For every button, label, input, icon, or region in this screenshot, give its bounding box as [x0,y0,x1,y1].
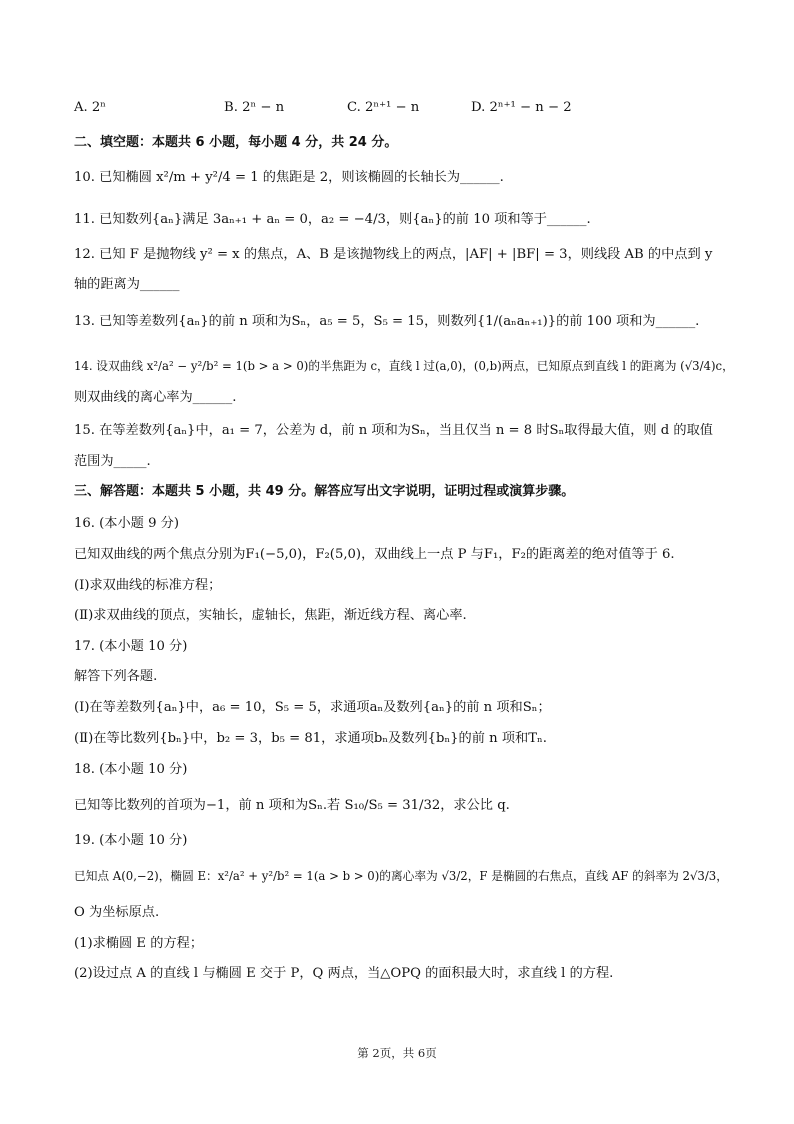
question-19-heading: 19. (本小题 10 分) [74,833,188,848]
question-14-line-1: 14. 设双曲线 x²/a² − y²/b² = 1(b > a > 0)的半焦距为 c，直线 l 过(a,0)，(0,b)两点，已知原点到直线 l 的距离为 (√3/4)c， [74,359,734,373]
choice-b: B. 2ⁿ − n [224,100,285,115]
choice-a: A. 2ⁿ [74,100,107,115]
question-17-part-2: (Ⅱ)在等比数列{bₙ}中，b₂ = 3，b₅ = 81，求通项bₙ及数列{bₙ}的前 n 项和Tₙ. [74,731,547,746]
question-12-line-2: 轴的距离为______ [74,277,180,292]
question-18-text: 已知等比数列的首项为−1，前 n 项和为Sₙ.若 S₁₀/S₅ = 31/32，求公比 q. [74,798,510,813]
question-15-line-1: 15. 在等差数列{aₙ}中，a₁ = 7，公差为 d，前 n 项和为Sₙ，当且仅当 n = 8 时Sₙ取得最大值，则 d 的取值 [74,423,713,438]
question-11: 11. 已知数列{aₙ}满足 3aₙ₊₁ + aₙ = 0，a₂ = −4/3，则{aₙ}的前 10 项和等于______. [74,212,591,227]
question-18-heading: 18. (本小题 10 分) [74,762,188,777]
question-14-line-2: 则双曲线的离心率为______. [74,390,237,405]
question-17-part-1: (Ⅰ)在等差数列{aₙ}中，a₆ = 10，S₅ = 5，求通项aₙ及数列{aₙ}的前 n 项和Sₙ； [74,700,551,715]
question-15-line-2: 范围为_____. [74,454,151,469]
question-19-text-line-1: 已知点 A(0,−2)，椭圆 E：x²/a² + y²/b² = 1(a > b > 0)的离心率为 √3/2，F 是椭圆的右焦点，直线 AF 的斜率为 2√3/3， [74,869,728,883]
question-13: 13. 已知等差数列{aₙ}的前 n 项和为Sₙ，a₅ = 5，S₅ = 15，则数列{1/(aₙaₙ₊₁)}的前 100 项和为______. [74,314,700,329]
question-16-heading: 16. (本小题 9 分) [74,516,179,531]
question-19-part-1: (1)求椭圆 E 的方程； [74,936,204,951]
question-16-part-1: (Ⅰ)求双曲线的标准方程； [74,578,222,593]
question-12-line-1: 12. 已知 F 是抛物线 y² = x 的焦点，A、B 是该抛物线上的两点，|AF| + |BF| = 3，则线段 AB 的中点到 y [74,247,713,262]
choice-c: C. 2ⁿ⁺¹ − n [347,100,420,115]
question-16-part-2: (Ⅱ)求双曲线的顶点，实轴长，虚轴长，焦距，渐近线方程、离心率. [74,608,467,623]
question-16-text: 已知双曲线的两个焦点分别为F₁(−5,0)，F₂(5,0)，双曲线上一点 P 与F₁，F₂的距离差的绝对值等于 6. [74,547,675,562]
question-17-text: 解答下列各题. [74,669,158,684]
choice-d: D. 2ⁿ⁺¹ − n − 2 [471,100,572,115]
question-19-text-line-2: O 为坐标原点. [74,905,160,920]
question-17-heading: 17. (本小题 10 分) [74,639,188,654]
question-19-part-2: (2)设过点 A 的直线 l 与椭圆 E 交于 P，Q 两点，当△OPQ 的面积最大时，求直线 l 的方程. [74,966,614,981]
section-solutions-heading: 三、解答题：本题共 5 小题，共 49 分。解答应写出文字说明，证明过程或演算步骤。 [74,484,575,499]
question-10: 10. 已知椭圆 x²/m + y²/4 = 1 的焦距是 2，则该椭圆的长轴长为______. [74,170,504,185]
section-fill-blank-heading: 二、填空题：本题共 6 小题，每小题 4 分，共 24 分。 [74,135,398,150]
page-footer: 第 2页，共 6页 [357,1046,437,1060]
